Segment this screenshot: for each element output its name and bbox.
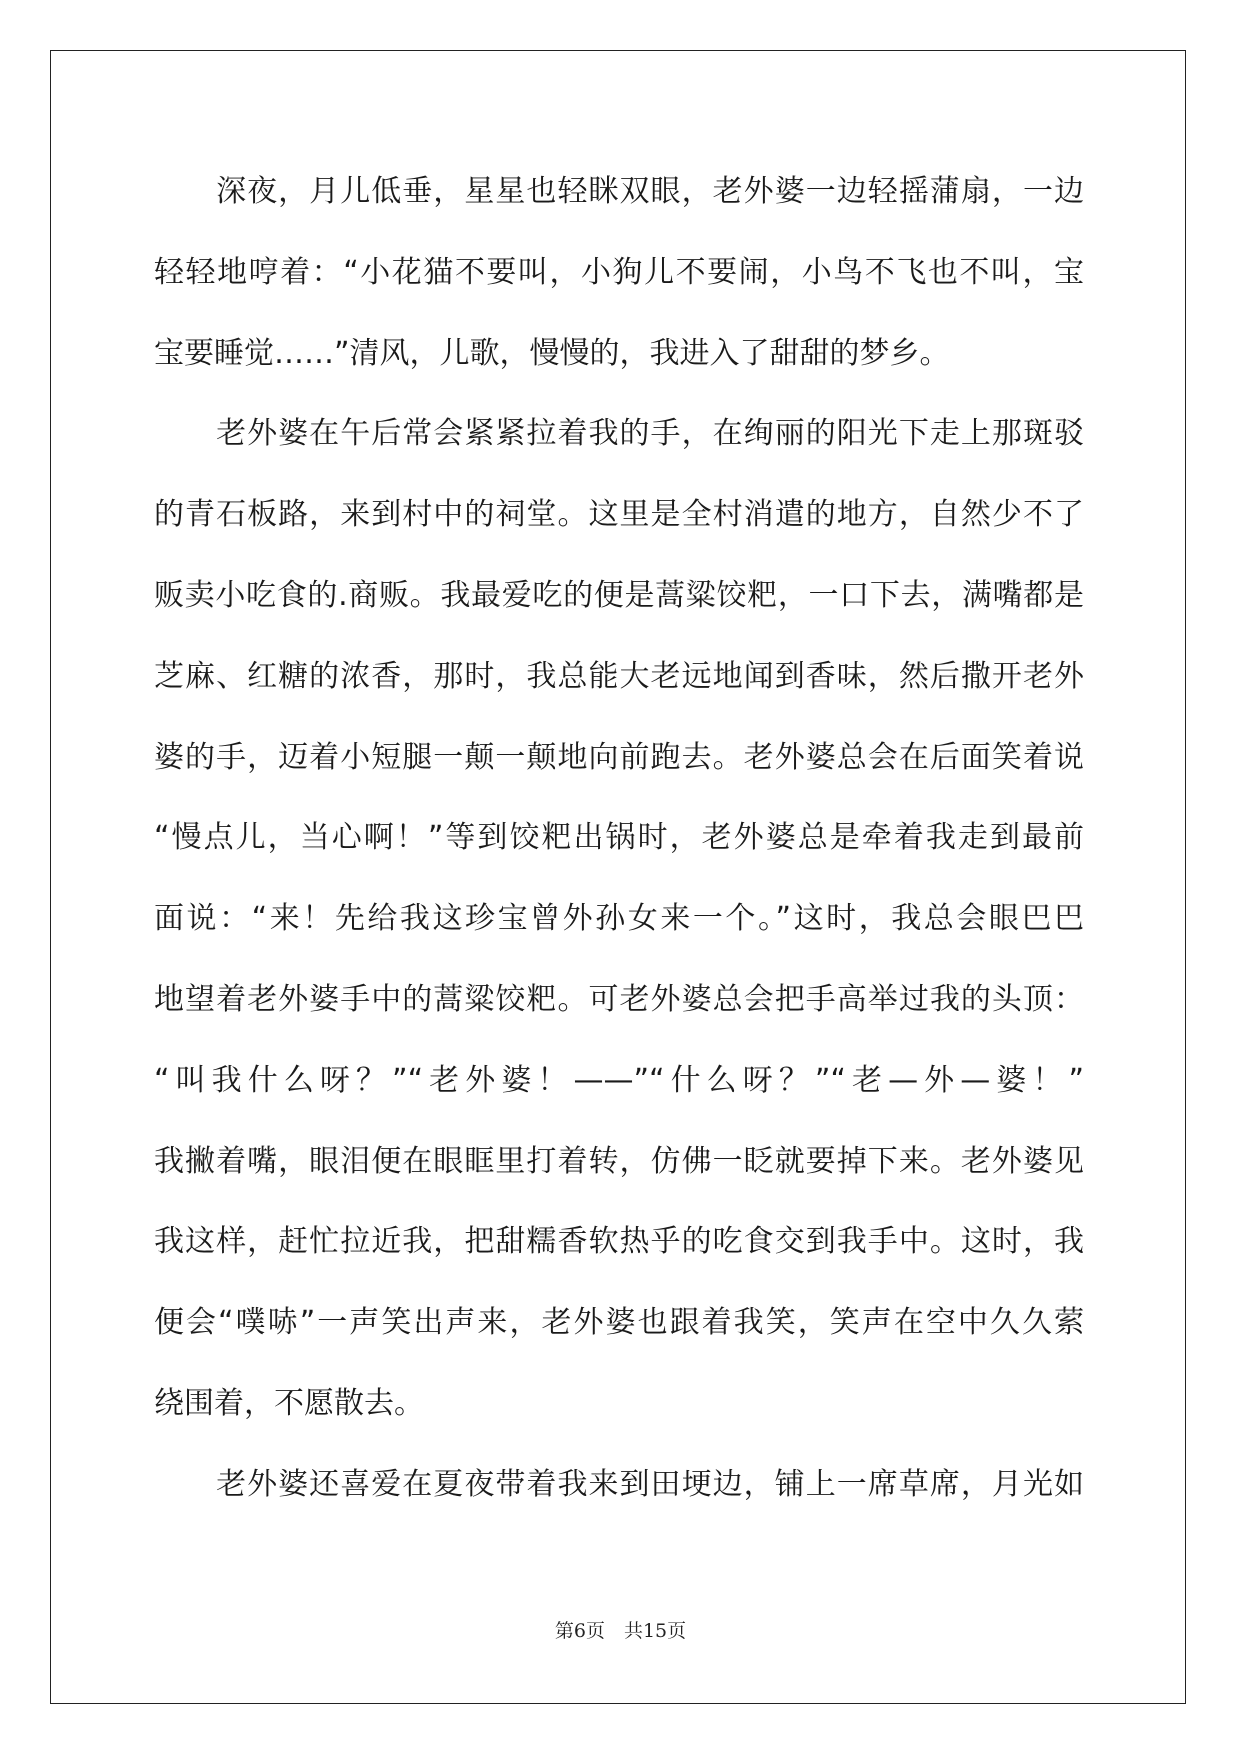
text-line: 老外婆在午后常会紧紧拉着我的手，在绚丽的阳光下走上那斑驳	[154, 416, 1084, 452]
text-line: 贩卖小吃食的.商贩。我最爱吃的便是蒿粱饺粑，一口下去，满嘴都是	[154, 577, 1084, 613]
text-line: 宝要睡觉……”清风，儿歌，慢慢的，我进入了甜甜的梦乡。	[154, 335, 950, 371]
text-line: 芝麻、红糖的浓香，那时，我总能大老远地闻到香味，然后撒开老外	[154, 658, 1084, 694]
text-line: 绕围着，不愿散去。	[154, 1385, 424, 1421]
text-line: “叫我什么呀？”“老外婆！——”“什么呀？”“老—外—婆！”	[154, 1062, 1084, 1098]
page-number-footer: 第6页 共15页	[554, 1620, 687, 1642]
text-line: “慢点儿，当心啊！”等到饺粑出锅时，老外婆总是牵着我走到最前	[154, 820, 1084, 856]
text-line: 老外婆还喜爱在夏夜带着我来到田埂边，铺上一席草席，月光如	[154, 1466, 1084, 1502]
text-line: 地望着老外婆手中的蒿粱饺粑。可老外婆总会把手高举过我的头顶：	[154, 981, 1084, 1017]
text-line: 我撇着嘴，眼泪便在眼眶里打着转，仿佛一眨就要掉下来。老外婆见	[154, 1143, 1084, 1179]
text-line: 深夜，月儿低垂，星星也轻眯双眼，老外婆一边轻摇蒲扇，一边	[154, 174, 1084, 209]
text-line: 面说：“来！先给我这珍宝曾外孙女来一个。”这时，我总会眼巴巴	[154, 901, 1084, 937]
document-body	[154, 168, 1084, 1542]
text-line: 轻轻地哼着：“小花猫不要叫，小狗儿不要闹，小鸟不飞也不叫，宝	[154, 254, 1084, 290]
text-line: 我这样，赶忙拉近我，把甜糯香软热乎的吃食交到我手中。这时，我	[154, 1224, 1084, 1260]
text-line: 婆的手，迈着小短腿一颠一颠地向前跑去。老外婆总会在后面笑着说	[154, 739, 1084, 775]
text-line: 的青石板路，来到村中的祠堂。这里是全村消遣的地方，自然少不了	[154, 497, 1084, 533]
text-line: 便会“噗哧”一声笑出声来，老外婆也跟着我笑，笑声在空中久久萦	[154, 1305, 1084, 1341]
